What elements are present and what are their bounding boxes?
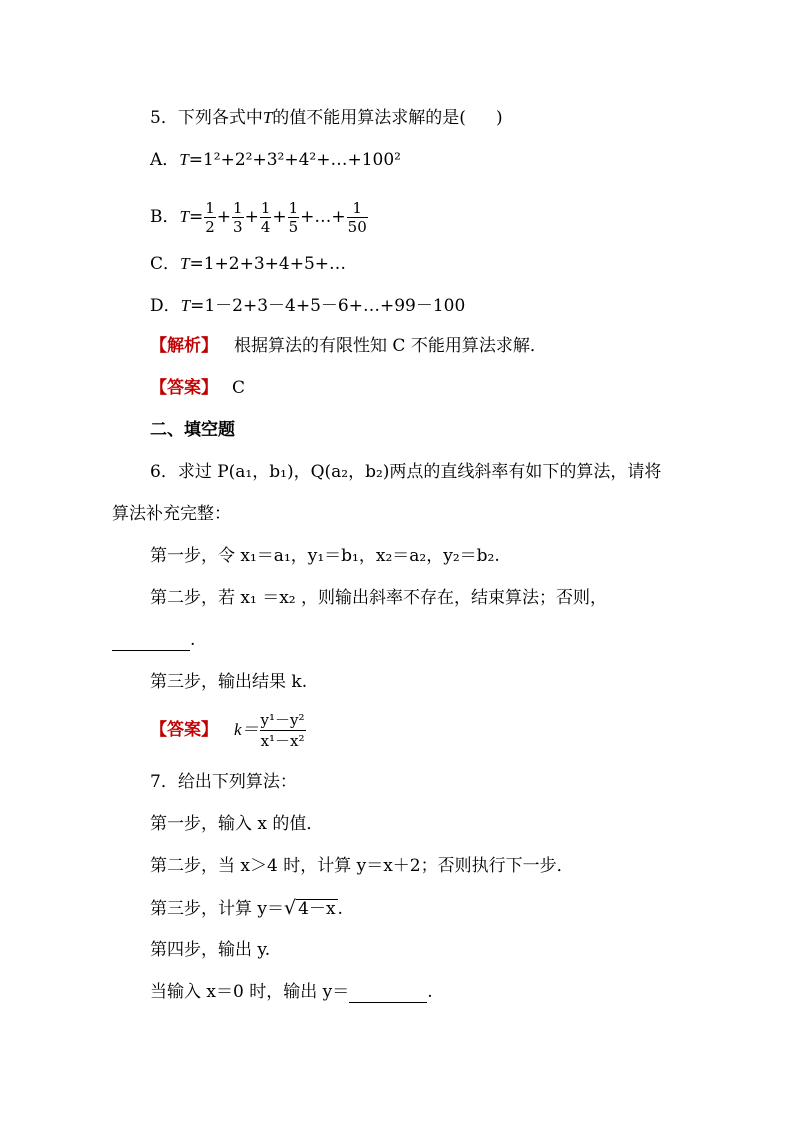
option-b-frac-last: $\frac{1}{50}$ [347, 199, 367, 236]
q6-stem-line1: 6．求过 P(a₁，b₁)，Q(a₂，b₂)两点的直线斜率有如下的算法，请将 [150, 462, 662, 482]
sqrt-radicand: 4－x [298, 899, 336, 919]
q6-blank-line: . [112, 629, 195, 651]
option-a-var: T [179, 150, 189, 169]
option-c-expr: =1+2+3+4+5+… [189, 254, 347, 274]
q7-step1: 第一步，输入 x 的值． [150, 814, 324, 834]
q5-number: 5． [150, 108, 178, 128]
q6-stem-line2: 算法补充完整： [112, 504, 231, 524]
option-d-expr: =1－2+3－4+5－6+…+99－100 [190, 296, 466, 316]
q7-step3: 第三步，计算 y＝√ 4－x . [150, 897, 343, 919]
q6-step1: 第一步，令 x₁＝a₁，y₁＝b₁，x₂＝a₂，y₂＝b₂. [150, 546, 500, 566]
q5-stem-var: T [262, 108, 273, 127]
analysis-label: 【解析】 [150, 336, 218, 356]
q5-stem [150, 107, 503, 129]
option-c-label: C． [150, 254, 181, 274]
answer-text: C [232, 378, 246, 398]
option-a-expr: =1²+2²+3²+4²+…+100² [188, 150, 402, 170]
slope-numerator: y¹－y² [260, 711, 305, 729]
option-b-frac-4: $\frac{1}{5}$ [288, 199, 299, 236]
q5-stem-post: 的值不能用算法求解的是( [272, 108, 466, 128]
q5-option-a [150, 149, 401, 171]
answer-label: 【答案】 [150, 378, 218, 398]
sqrt-icon: √ [284, 897, 297, 919]
q5-option-c [150, 253, 346, 275]
q6-answer [150, 708, 307, 752]
option-b-label: B． [150, 207, 180, 227]
option-b-frac-2: $\frac{1}{3}$ [233, 199, 243, 236]
answer-label: 【答案】 [150, 720, 218, 740]
option-c-var: T [180, 254, 190, 273]
q5-option-d [150, 295, 465, 317]
q7-stem: 7．给出下列算法： [150, 772, 297, 792]
q7-step4: 第四步，输出 y. [150, 940, 271, 960]
q5-analysis [150, 335, 547, 357]
q6-answer-blank[interactable] [112, 632, 190, 651]
section-title: 二、填空题 [150, 420, 235, 440]
answer-lhs: k＝ [234, 720, 259, 739]
option-d-var: T [180, 296, 191, 315]
option-b-var: T [179, 207, 189, 226]
slope-fraction [260, 710, 306, 751]
option-b-frac-1: $\frac{1}{2}$ [205, 199, 215, 236]
analysis-text: 根据算法的有限性知 C 不能用算法求解． [234, 336, 547, 356]
q5-answer [150, 377, 245, 399]
q5-stem-close: ) [495, 108, 503, 128]
q7-answer-blank[interactable] [349, 984, 427, 1003]
q6-step3: 第三步，输出结果 k. [150, 672, 308, 692]
q7-step2: 第二步，当 x＞4 时，计算 y＝x＋2；否则执行下一步． [150, 856, 574, 876]
option-d-label: D． [150, 296, 181, 316]
option-a-label: A． [150, 150, 180, 170]
q7-ask: 当输入 x＝0 时，输出 y＝ . [150, 982, 433, 1002]
q6-step2: 第二步，若 x₁ ＝x₂ ，则输出斜率不存在，结束算法；否则， [150, 588, 608, 608]
slope-denominator: x¹－x² [260, 732, 305, 750]
q5-stem-pre: 下列各式中 [177, 108, 263, 128]
q5-option-b: B．T= $\frac{1}{2}$ + $\frac{1}{3}$ + $\frac{1}{4}$ + $\frac{1}{5}$ +…+ $\frac{1}{50}$ [150, 199, 367, 236]
option-b-frac-3: $\frac{1}{4}$ [260, 199, 271, 236]
option-b-eq: = [188, 207, 204, 227]
